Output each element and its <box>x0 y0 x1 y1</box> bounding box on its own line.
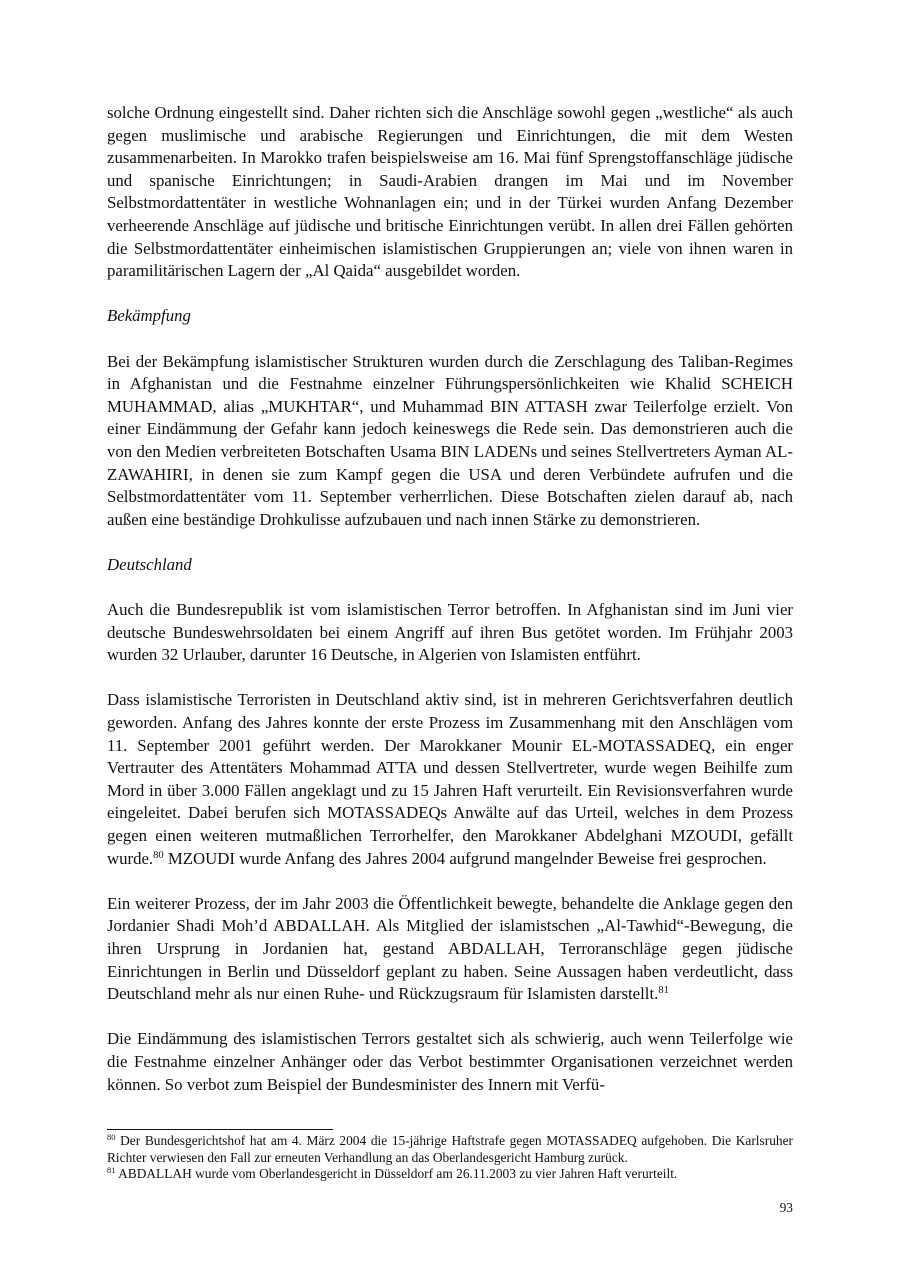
heading-deutschland: Deutschland <box>107 554 192 574</box>
page-body <box>107 102 793 1096</box>
paragraph-text: MZOUDI wurde Anfang des Jahres 2004 aufgrund mangelnder Beweise frei gesprochen. <box>163 848 767 868</box>
paragraph-ordnung: solche Ordnung eingestellt sind. Daher richten sich die Anschläge sowohl gegen „westliche“ als auch gegen muslimische und arabische Regierungen und Einrichtungen, die mit dem Westen zusammenarbeiten. In Marokko trafen beispielsweise am 16. Mai fünf Sprengstoffanschläge jüdische und spanische Einrichtungen; in Saudi-Arabien drangen im Mai und im November Selbstmordattentäter in westliche Wohnanlagen ein; und in der Türkei wurden Anfang Dezember verheerende Anschläge auf jüdische und britische Einrichtungen verübt. In allen drei Fällen gehörten die Selbstmordattentäter einheimischen islamistischen Gruppierungen an; viele von ihnen waren in paramilitärischen Lagern der „Al Qaida“ ausgebildet worden. <box>107 103 793 281</box>
heading-bekaempfung: Bekämpfung <box>107 306 191 326</box>
footnote-80 <box>107 1133 793 1166</box>
paragraph-bekaempfung: Bei der Bekämpfung islamistischer Strukturen wurden durch die Zerschlagung des Taliban-Regimes in Afghanistan und die Festnahme einzelner Führungspersönlichkeiten wie Khalid SCHEICH MUHAMMAD, alias „MUKHTAR“, und Muhammad BIN ATTASH zwar Teilerfolge erzielt. Von einer Eindämmung der Gefahr kann jedoch keineswegs die Rede sein. Das demonstrieren auch die von den Medien verbreiteten Botschaften Usama BIN LADENs und seines Stellvertreters Ayman AL-ZAWAHIRI, in denen sie zum Kampf gegen die USA und deren Verbündete aufrufen und die Selbstmordattentäter vom 11. September verherrlichen. Diese Botschaften zielen darauf ab, nach außen eine beständige Drohkulisse aufzubauen und nach innen Stärke zu demonstrieren. <box>107 351 793 529</box>
footnotes <box>107 1133 793 1183</box>
footnote-81 <box>107 1166 793 1183</box>
paragraph-eindaemmung: Die Eindämmung des islamistischen Terrors gestaltet sich als schwierig, auch wenn Teilerfolge wie die Festnahme einzelner Anhänger oder das Verbot bestimmter Organisationen verzeichnet werden können. So verbot zum Beispiel der Bundesminister des Innern mit Verfü- <box>107 1029 793 1094</box>
footnote-text: ABDALLAH wurde vom Oberlandesgericht in Düsseldorf am 26.11.2003 zu vier Jahren Haft verurteilt. <box>115 1166 678 1181</box>
footnote-number: 80 <box>107 1132 116 1142</box>
footnote-ref-80[interactable]: 80 <box>153 849 164 861</box>
footnote-number: 81 <box>107 1165 116 1175</box>
footnote-separator <box>107 1129 333 1130</box>
footnote-text: Der Bundesgerichtshof hat am 4. März 2004 die 15-jährige Haftstrafe gegen MOTASSADEQ aufgehoben. Die Karlsruher Richter verwiesen den Fall zur erneuten Verhandlung an das Oberlandesgericht Hamburg zurück. <box>107 1133 793 1165</box>
footnote-ref-81[interactable]: 81 <box>658 985 669 997</box>
page-number: 93 <box>779 1200 793 1215</box>
paragraph-gerichtsverfahren <box>107 689 793 870</box>
paragraph-abdallah <box>107 893 793 1006</box>
paragraph-bundesrepublik: Auch die Bundesrepublik ist vom islamistischen Terror betroffen. In Afghanistan sind im Juni vier deutsche Bundeswehrsoldaten bei einem Angriff auf ihren Bus getötet worden. Im Frühjahr 2003 wurden 32 Urlauber, darunter 16 Deutsche, in Algerien von Islamisten entführt. <box>107 600 793 665</box>
paragraph-text: Dass islamistische Terroristen in Deutschland aktiv sind, ist in mehreren Gerichtsverfahren deutlich geworden. Anfang des Jahres konnte der erste Prozess im Zusammenhang mit den Anschlägen vom 11. September 2001 geführt werden. Der Marokkaner Mounir EL-MOTASSADEQ, ein enger Vertrauter des Attentäters Mohammad ATTA und dessen Stellvertreter, wurde wegen Beihilfe zum Mord in über 3.000 Fällen angeklagt und zu 15 Jahren Haft verurteilt. Ein Revisionsverfahren wurde eingeleitet. Dabei berufen sich MOTASSADEQs Anwälte auf das Urteil, welches in dem Prozess gegen einen weiteren mutmaßlichen Terrorhelfer, den Marokkaner Abdelghani MZOUDI, gefällt wurde. <box>107 690 793 868</box>
paragraph-text: Ein weiterer Prozess, der im Jahr 2003 die Öffentlichkeit bewegte, behandelte die Anklage gegen den Jordanier Shadi Moh’d ABDALLAH. Als Mitglied der islamistschen „Al-Tawhid“-Bewegung, die ihren Ursprung in Jordanien hat, gestand ABDALLAH, Terroranschläge gegen jüdische Einrichtungen in Berlin und Düsseldorf geplant zu haben. Seine Aussagen haben verdeutlicht, dass Deutschland mehr als nur einen Ruhe- und Rückzugsraum für Islamisten darstellt. <box>107 893 793 1004</box>
